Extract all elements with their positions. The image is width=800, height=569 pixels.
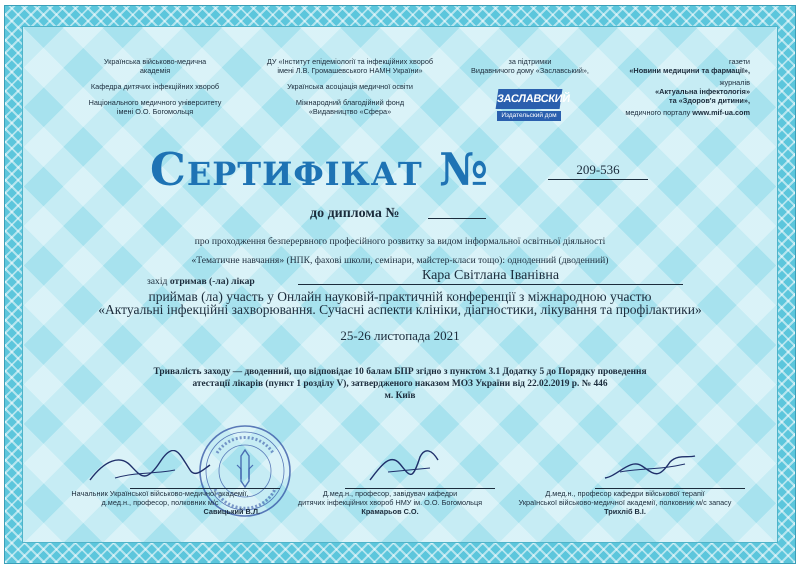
signature-3	[600, 448, 700, 488]
journal-child-health: та «Здоров'я дитини»,	[669, 96, 750, 105]
city: м. Київ	[384, 391, 416, 401]
publisher-name: Видавничого дому «Заславський»,	[471, 66, 589, 75]
logo-title: ЗАСЛАВСКИЙ	[496, 89, 563, 109]
support-label: за підтримки	[508, 57, 552, 66]
body-line-2: «Тематичне навчання» (НПК, фахові школи, семінари, майстер-класи тощо): одноденний (дводенний)	[191, 255, 609, 266]
org-university-line1: Національного медичного університету	[88, 98, 222, 107]
portal-label: медичного порталу	[625, 108, 691, 117]
signatory-3	[505, 489, 745, 516]
org-uvma-line2: академія	[139, 66, 171, 75]
publisher-logo	[496, 89, 571, 122]
certificate-number: 209-536	[548, 161, 648, 180]
participant-name-line	[298, 284, 683, 285]
journals-label: журналів	[719, 78, 750, 87]
logo-subtitle: Издательский дом	[497, 111, 561, 121]
participant-name: Кара Світлана Іванівна	[421, 268, 560, 283]
journal-infectology: «Актуальна інфектологія»	[655, 87, 750, 96]
header-center	[250, 57, 450, 116]
org-foundation-line1: Міжнародний благодійний фонд	[295, 98, 405, 107]
org-foundation-line2: «Видавництво «Сфера»	[308, 107, 392, 116]
received-prefix: захід	[147, 276, 168, 287]
signatory-1-degree: д.мед.н., професор, полковник м/с	[101, 498, 219, 507]
received-bold: отримав (-ла) лікар	[169, 276, 255, 287]
duration-line-2: атестації лікарів (пункт 1 розділу V), затвердженого наказом МОЗ України від 22.02.2019 р. № 446	[192, 379, 608, 389]
participation-line: приймав (ла) участь у Онлайн науковій-практичній конференції з міжнародною участю	[148, 289, 652, 304]
portal-line	[590, 108, 750, 117]
signatory-2-position: Д.мед.н., професор, завідувач кафедри	[322, 489, 458, 498]
signature-1	[85, 450, 215, 490]
signatory-3-affiliation: Української військово-медичної академії, полковник м/с запасу	[518, 498, 732, 507]
diploma-label: до диплома №	[310, 206, 400, 221]
received-line	[147, 276, 255, 287]
signature-2	[360, 442, 450, 487]
diploma-number-line	[428, 218, 486, 219]
certificate-title: Сертифікат №	[150, 143, 490, 196]
org-institute-line1: ДУ «Інститут епідеміології та інфекційних хвороб	[266, 57, 434, 66]
newspaper-label: газети	[729, 57, 750, 66]
org-department: Кафедра дитячих інфекційних хвороб	[90, 82, 220, 91]
signatory-3-name: Трихліб В.І.	[604, 507, 646, 516]
portal-site: www.mif-ua.com	[692, 108, 750, 117]
duration-line-1: Тривалість заходу — дводенний, що відповідає 10 балам БПР згідно з пунктом 3.1 Додатку 5 до Порядку проведення	[153, 367, 647, 377]
header-left	[70, 57, 240, 116]
conference-title: «Актуальні інфекційні захворювання. Сучасні аспекти клініки, діагностики, лікування та профілактики»	[98, 302, 702, 317]
conference-dates: 25-26 листопада 2021	[340, 328, 460, 343]
signatory-1-position: Начальник Української військово-медичної академії,	[71, 489, 249, 498]
signatory-2	[290, 489, 490, 516]
org-university-line2: імені О.О. Богомольця	[116, 107, 194, 116]
newspaper-name: «Новини медицини та фармації»,	[629, 66, 750, 75]
signatory-1	[60, 489, 260, 516]
header-right	[590, 57, 750, 117]
signatory-2-name: Крамарьов С.О.	[361, 507, 419, 516]
signatory-1-name: Савицький В.Л.	[203, 507, 260, 516]
header-publisher	[460, 57, 600, 75]
signatory-2-affiliation: дитячих інфекційних хвороб НМУ ім. О.О. Богомольця	[297, 498, 483, 507]
signatory-3-position: Д.мед.н., професор кафедри військової терапії	[545, 489, 705, 498]
body-line-1: про проходження безперервного професійного розвитку за видом інформальної освітньої діяльності	[194, 236, 606, 247]
org-association: Українська асоціація медичної освіти	[287, 82, 413, 91]
org-institute-line2: імені Л.В. Громашевського НАМН України»	[277, 66, 423, 75]
org-uvma-line1: Українська військово-медична	[103, 57, 207, 66]
